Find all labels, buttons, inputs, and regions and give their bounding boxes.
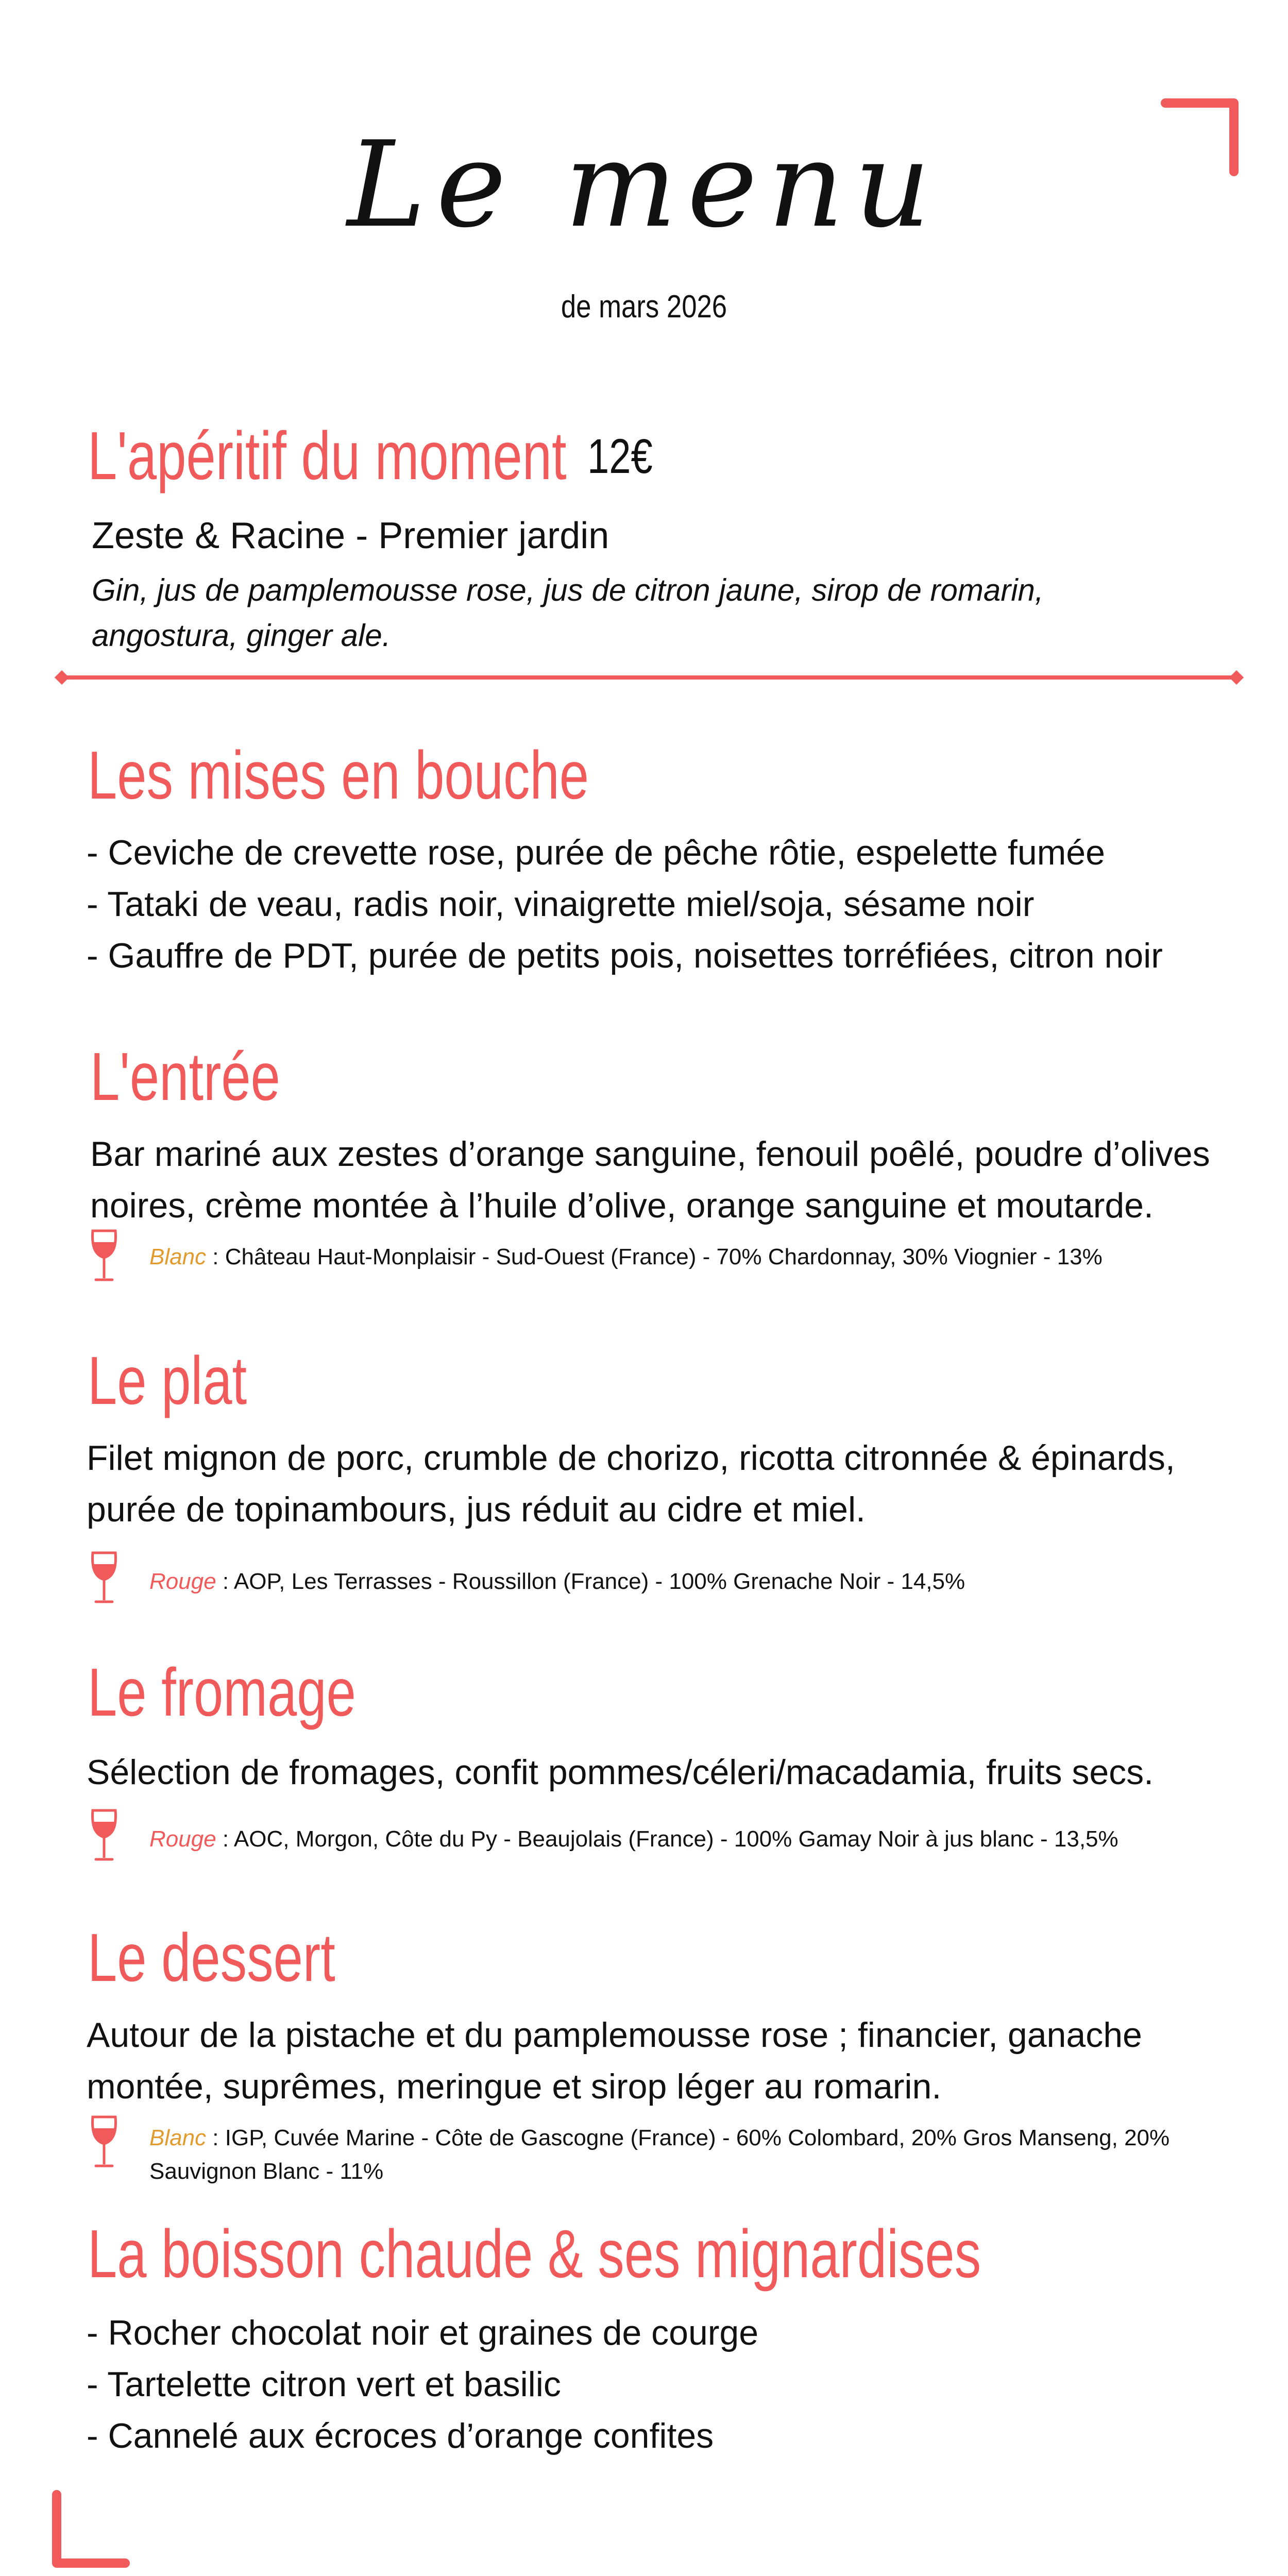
menu-subtitle: de mars 2026 [561, 289, 727, 325]
dessert-heading: Le dessert [88, 1920, 335, 1995]
fromage-wine-type: Rouge [149, 1826, 216, 1852]
plat-wine-text: : AOP, Les Terrasses - Roussillon (France) - 100% Grenache Noir - 14,5% [216, 1569, 965, 1594]
fromage-heading: Le fromage [88, 1654, 356, 1730]
plat-wine [149, 1565, 965, 1598]
fromage-description: Sélection de fromages, confit pommes/céleri/macadamia, fruits secs. [87, 1753, 1154, 1792]
boisson-item-1: - Rocher chocolat noir et graines de courge [87, 2313, 759, 2352]
mises-item-3: - Gauffre de PDT, purée de petits pois, noisettes torréfiées, citron noir [87, 936, 1163, 975]
plat-description-line2: purée de topinambours, jus réduit au cidre et miel. [87, 1490, 866, 1529]
dessert-wine-text: : IGP, Cuvée Marine - Côte de Gascogne (France) - 60% Colombard, 20% Gros Manseng, 20% [206, 2125, 1170, 2150]
boisson-item-2: - Tartelette citron vert et basilic [87, 2365, 561, 2404]
entree-wine-text: : Château Haut-Monplaisir - Sud-Ouest (France) - 70% Chardonnay, 30% Viognier - 13% [206, 1244, 1103, 1269]
aperitif-heading: L'apéritif du moment [88, 418, 567, 494]
plat-heading: Le plat [88, 1343, 247, 1418]
wine-glass-icon [89, 1229, 120, 1283]
menu-title: Le menu [347, 116, 941, 254]
wine-glass-icon [89, 2115, 120, 2169]
fromage-wine-text: : AOC, Morgon, Côte du Py - Beaujolais (France) - 100% Gamay Noir à jus blanc - 13,5% [216, 1826, 1118, 1852]
plat-wine-type: Rouge [149, 1569, 216, 1594]
entree-heading: L'entrée [90, 1039, 280, 1114]
aperitif-price: 12€ [587, 429, 653, 484]
aperitif-description-line2: angostura, ginger ale. [92, 618, 391, 653]
boisson-heading: La boisson chaude & ses mignardises [88, 2216, 981, 2292]
aperitif-description-line1: Gin, jus de pamplemousse rose, jus de citron jaune, sirop de romarin, [92, 573, 1044, 607]
dessert-wine-type: Blanc [149, 2125, 207, 2150]
mises-item-1: - Ceviche de crevette rose, purée de pêche rôtie, espelette fumée [87, 833, 1105, 872]
aperitif-name: Zeste & Racine - Premier jardin [92, 515, 609, 556]
entree-wine-type: Blanc [149, 1244, 207, 1269]
entree-description-line2: noires, crème montée à l’huile d’olive, orange sanguine et moutarde. [90, 1186, 1154, 1225]
wine-glass-icon [89, 1808, 120, 1862]
wine-glass-icon [89, 1551, 120, 1605]
dessert-description-line2: montée, suprêmes, meringue et sirop léger au romarin. [87, 2067, 942, 2106]
dessert-wine-line1 [149, 2122, 1170, 2155]
entree-wine [149, 1241, 1103, 1274]
plat-description-line1: Filet mignon de porc, crumble de chorizo, ricotta citronnée & épinards, [87, 1438, 1175, 1478]
dessert-wine-line2: Sauvignon Blanc - 11% [149, 2159, 384, 2184]
boisson-item-3: - Cannelé aux écroces d’orange confites [87, 2416, 714, 2455]
section-divider [52, 667, 1247, 688]
mises-heading: Les mises en bouche [88, 737, 589, 813]
bottom-left-corner-bracket [49, 2488, 131, 2571]
fromage-wine [149, 1823, 1118, 1856]
mises-item-2: - Tataki de veau, radis noir, vinaigrette miel/soja, sésame noir [87, 885, 1035, 924]
dessert-description-line1: Autour de la pistache et du pamplemousse rose ; financier, ganache [87, 2015, 1142, 2055]
entree-description-line1: Bar mariné aux zestes d’orange sanguine, fenouil poêlé, poudre d’olives [90, 1134, 1210, 1174]
